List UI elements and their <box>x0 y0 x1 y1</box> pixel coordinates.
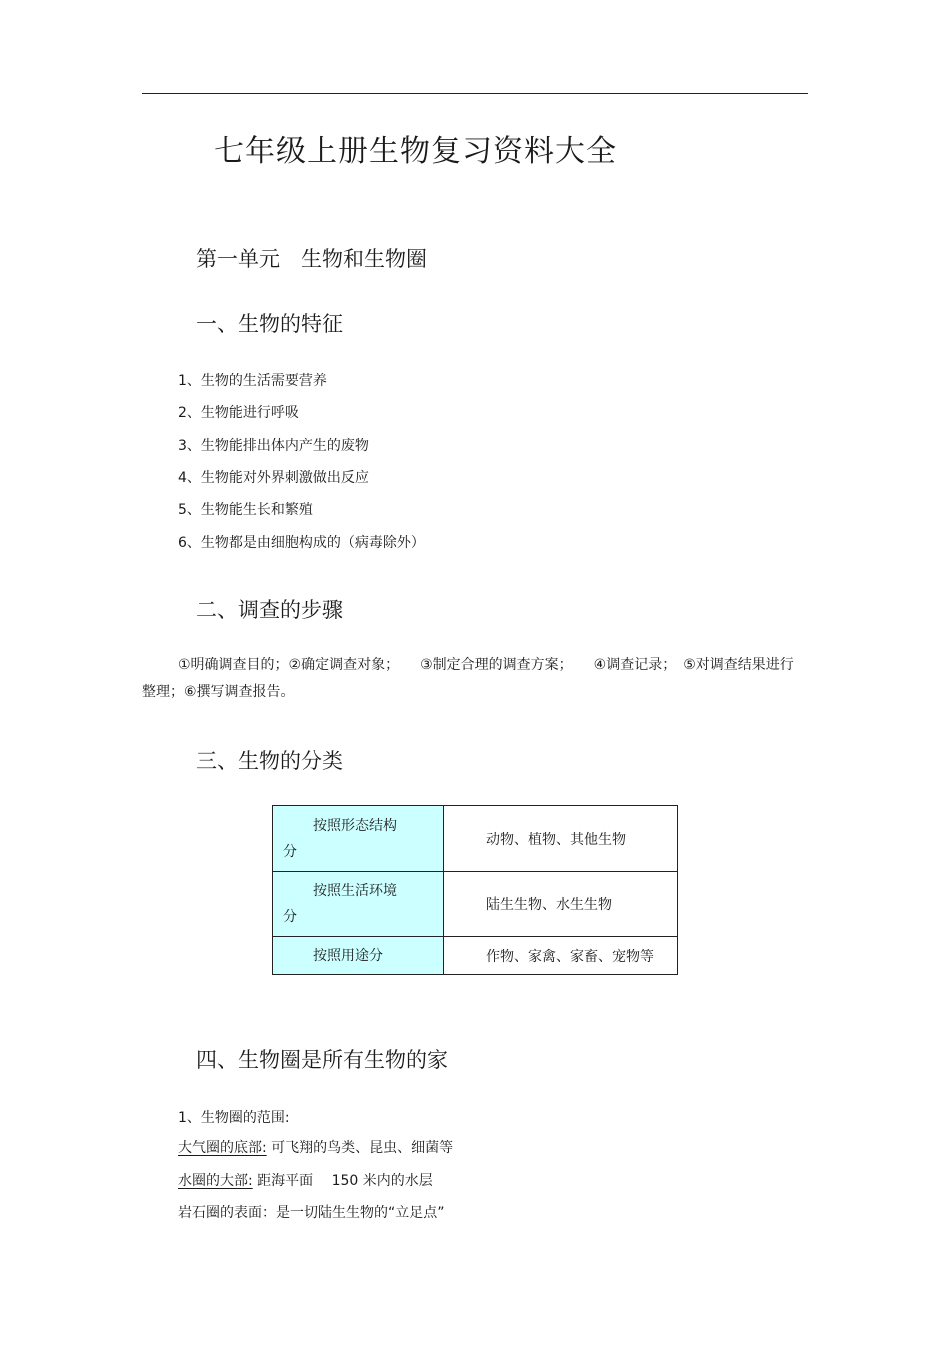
result-cell: 陆生生物、水生生物 <box>444 872 678 937</box>
section4-heading: 四、生物圈是所有生物的家 <box>196 1048 448 1072</box>
list-item: 6、生物都是由细胞构成的（病毒除外） <box>178 535 425 551</box>
criterion-cell: 按照形态结构 分 <box>273 806 444 872</box>
atmosphere-label: 大气圈的底部: <box>178 1140 267 1156</box>
table-row <box>273 806 678 872</box>
criterion-cell: 按照用途分 <box>273 937 444 975</box>
list-item: 5、生物能生长和繁殖 <box>178 502 313 518</box>
table-row <box>273 872 678 937</box>
classification-table <box>272 805 678 975</box>
section3-heading: 三、生物的分类 <box>196 749 343 773</box>
lithosphere-line: 岩石圈的表面：是一切陆生生物的“立足点” <box>178 1205 445 1221</box>
unit-heading: 第一单元 生物和生物圈 <box>196 247 427 271</box>
table-row <box>273 937 678 975</box>
header-rule <box>142 93 808 94</box>
hydrosphere-line <box>178 1170 433 1190</box>
result-cell: 动物、植物、其他生物 <box>444 806 678 872</box>
list-item: 1、生物的生活需要营养 <box>178 373 327 389</box>
result-cell: 作物、家禽、家畜、宠物等 <box>444 937 678 975</box>
document-title: 七年级上册生物复习资料大全 <box>214 134 617 169</box>
criterion-cell: 按照生活环境 分 <box>273 872 444 937</box>
section1-heading: 一、生物的特征 <box>196 312 343 336</box>
hydrosphere-text: 距海平面 150 米内的水层 <box>257 1173 433 1189</box>
atmosphere-line <box>178 1137 453 1157</box>
list-item: 3、生物能排出体内产生的废物 <box>178 438 369 454</box>
section2-heading: 二、调查的步骤 <box>196 598 343 622</box>
biosphere-scope-label: 1、生物圈的范围: <box>178 1110 290 1126</box>
survey-steps-paragraph: ①明确调查目的；②确定调查对象； ③制定合理的调查方案； ④调查记录； ⑤对调查结果进行整理；⑥撰写调查报告。 <box>142 657 794 700</box>
atmosphere-text: 可飞翔的鸟类、昆虫、细菌等 <box>271 1140 454 1156</box>
hydrosphere-label: 水圈的大部: <box>178 1173 253 1189</box>
list-item: 4、生物能对外界刺激做出反应 <box>178 470 369 486</box>
list-item: 2、生物能进行呼吸 <box>178 405 299 421</box>
